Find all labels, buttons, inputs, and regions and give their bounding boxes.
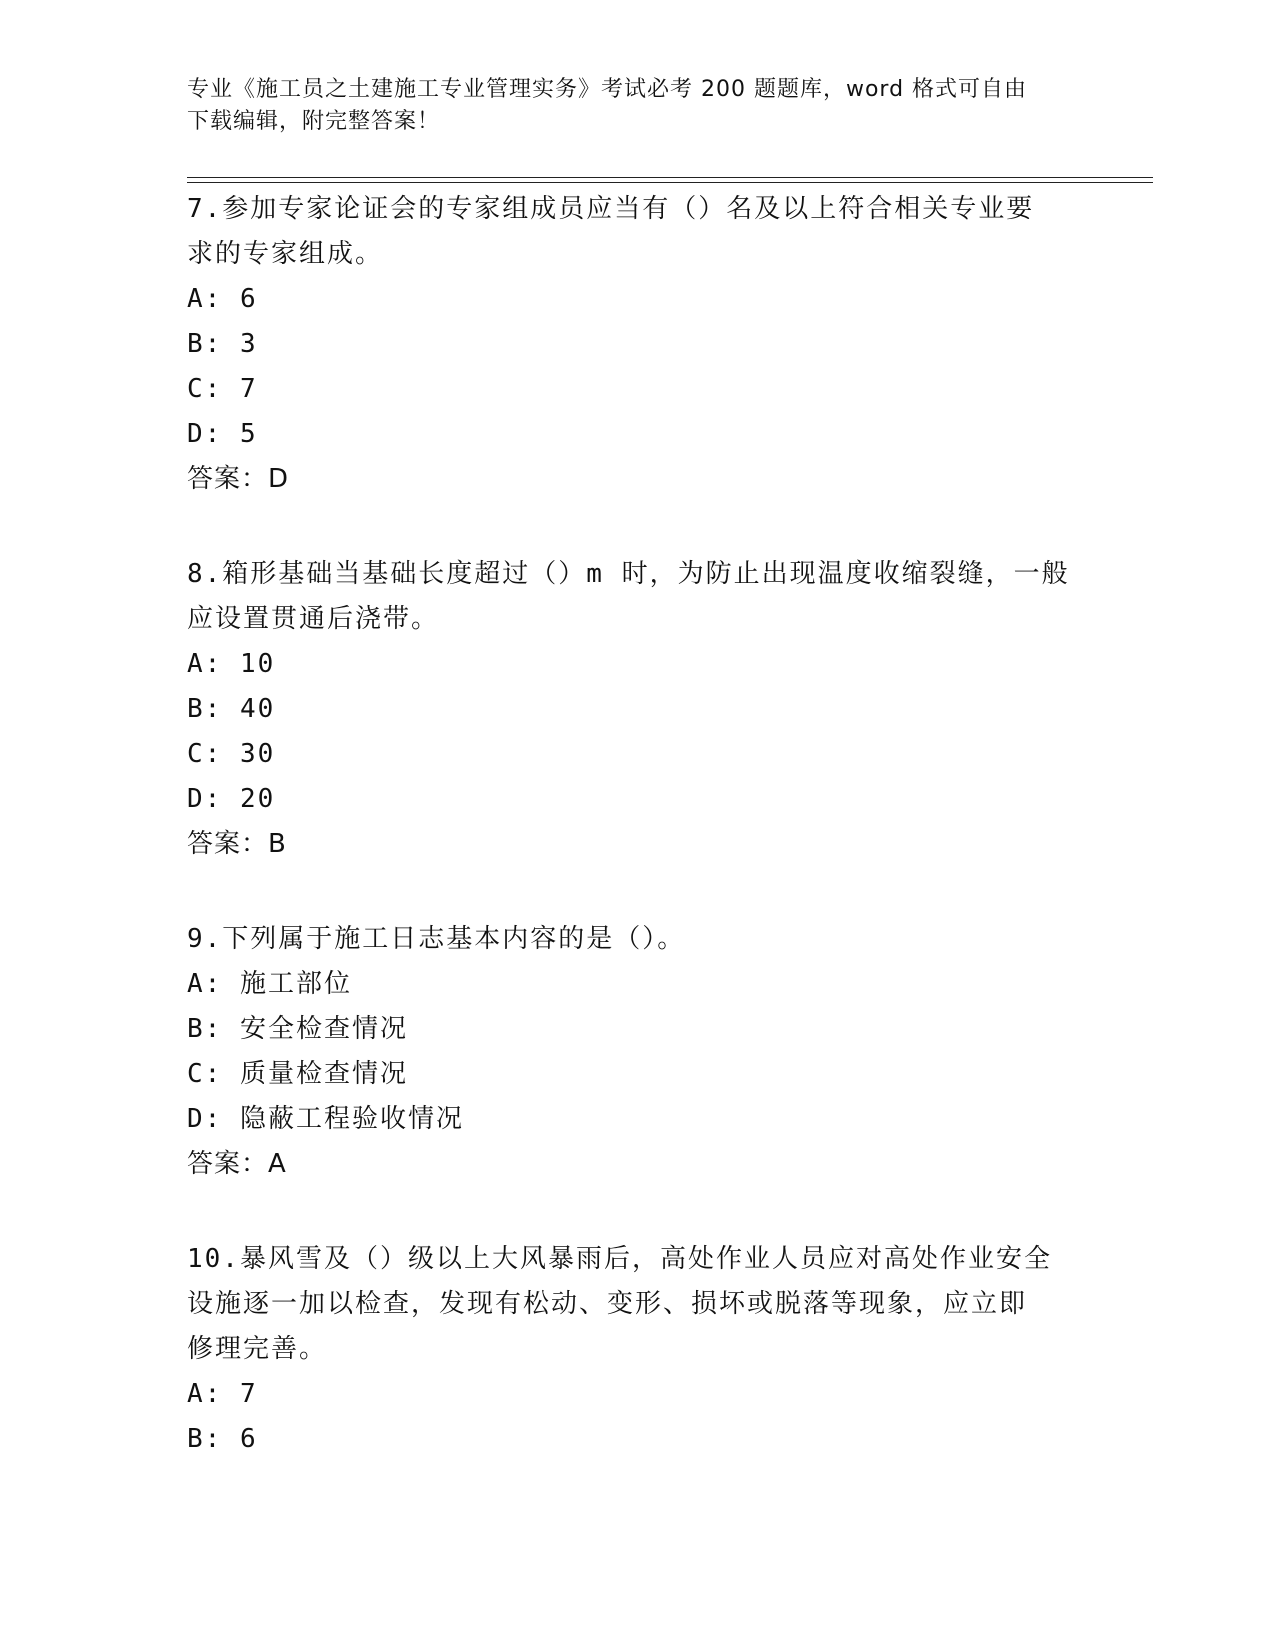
header-line-1: 专业《施工员之土建施工专业管理实务》考试必考 200 题题库，word 格式可自由 <box>187 77 1028 102</box>
question-line: 求的专家组成。 <box>187 239 384 269</box>
option-b: B: 6 <box>187 1424 258 1454</box>
question-8 <box>187 552 1087 867</box>
question-text <box>187 917 1087 962</box>
option-c: C: 7 <box>187 374 258 404</box>
answer: 答案：A <box>187 1149 287 1179</box>
header-rule-bottom <box>187 182 1153 183</box>
question-line: 7.参加专家论证会的专家组成员应当有（）名及以上符合相关专业要 <box>187 194 1035 224</box>
question-line: 10.暴风雪及（）级以上大风暴雨后，高处作业人员应对高处作业安全 <box>187 1244 1052 1274</box>
question-9 <box>187 917 1087 1187</box>
option-b: B: 3 <box>187 329 258 359</box>
option-c: C: 30 <box>187 739 276 769</box>
option-a: A: 7 <box>187 1379 258 1409</box>
question-7 <box>187 187 1087 502</box>
question-text <box>187 552 1087 642</box>
question-line: 修理完善。 <box>187 1334 328 1364</box>
option-d: D: 5 <box>187 419 258 449</box>
option-b: B: 安全检查情况 <box>187 1014 408 1044</box>
option-a: A: 10 <box>187 649 276 679</box>
question-line: 设施逐一加以检查，发现有松动、变形、损坏或脱落等现象，应立即 <box>187 1289 1028 1319</box>
question-10 <box>187 1237 1087 1462</box>
question-line: 9.下列属于施工日志基本内容的是（）。 <box>187 924 686 954</box>
option-a: A: 施工部位 <box>187 969 352 999</box>
question-text <box>187 1237 1087 1372</box>
question-line: 8.箱形基础当基础长度超过（）m 时，为防止出现温度收缩裂缝，一般 <box>187 559 1070 589</box>
option-c: C: 质量检查情况 <box>187 1059 408 1089</box>
header-line-2: 下载编辑，附完整答案！ <box>187 109 441 134</box>
option-d: D: 20 <box>187 784 276 814</box>
option-d: D: 隐蔽工程验收情况 <box>187 1104 464 1134</box>
answer: 答案：D <box>187 464 290 494</box>
answer: 答案：B <box>187 829 287 859</box>
option-a: A: 6 <box>187 284 258 314</box>
question-text <box>187 187 1087 277</box>
document-header <box>187 74 1067 138</box>
option-b: B: 40 <box>187 694 276 724</box>
question-line: 应设置贯通后浇带。 <box>187 604 440 634</box>
header-rule-top <box>187 177 1153 178</box>
question-list <box>187 187 1087 1512</box>
